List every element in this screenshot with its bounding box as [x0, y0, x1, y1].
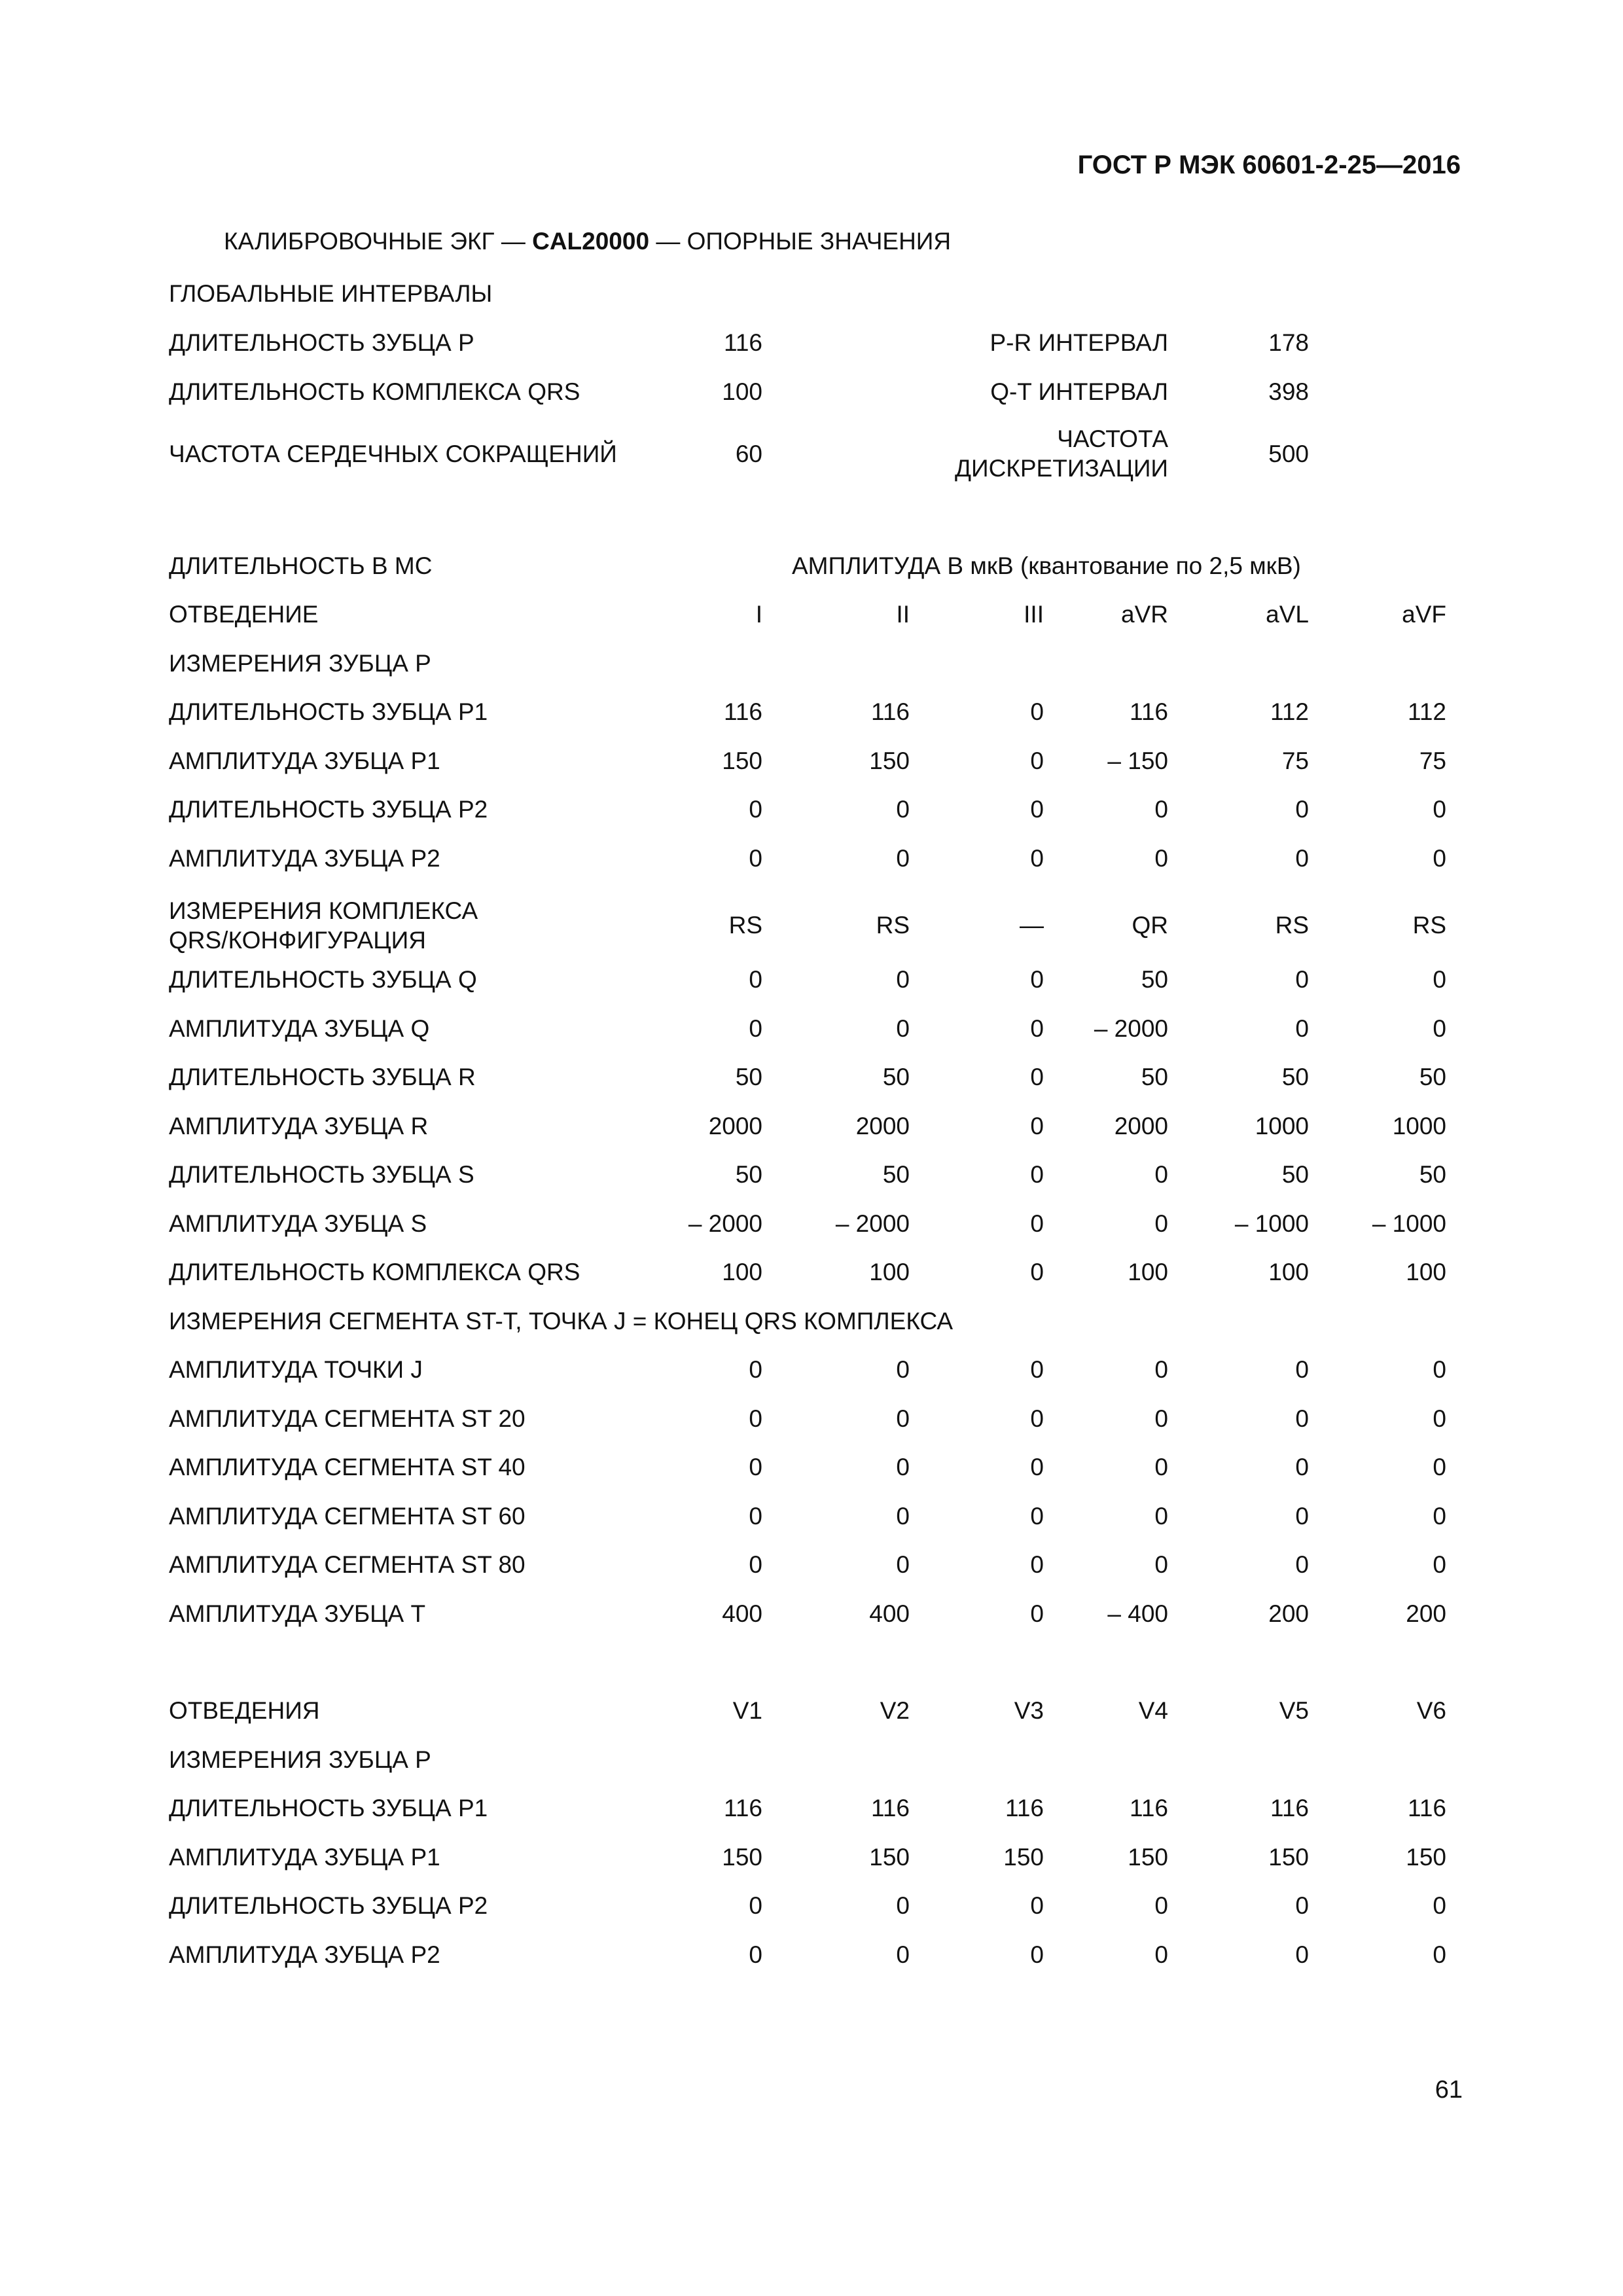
qrs-row-value: 2000 [1114, 1112, 1168, 1139]
page-title [224, 229, 951, 253]
qrs-config-value: RS [1275, 912, 1309, 939]
qrs-row-value: 0 [1295, 966, 1309, 993]
chest-p-wave-row-value: 0 [1295, 1892, 1309, 1919]
qrs-row-value: 100 [722, 1259, 762, 1285]
p-wave-row-label: АМПЛИТУДА ЗУБЦА P1 [169, 747, 440, 774]
st-row-value: 0 [896, 1454, 910, 1480]
lead-header: V3 [1014, 1697, 1044, 1724]
st-row-value: 0 [749, 1356, 762, 1383]
st-row-value: 0 [1154, 1356, 1168, 1383]
section-heading: ИЗМЕРЕНИЯ ЗУБЦА P [169, 650, 431, 677]
p-wave-row-value: 75 [1419, 747, 1446, 774]
chest-p-wave-row-label: ДЛИТЕЛЬНОСТЬ ЗУБЦА P2 [169, 1892, 488, 1919]
global-intervals-heading: ГЛОБАЛЬНЫЕ ИНТЕРВАЛЫ [169, 280, 493, 307]
lead-header: aVF [1402, 601, 1446, 628]
chest-p-wave-row-label: ДЛИТЕЛЬНОСТЬ ЗУБЦА P1 [169, 1795, 488, 1821]
st-row-value: 0 [1030, 1454, 1044, 1480]
qrs-row-value: 2000 [855, 1112, 910, 1139]
st-row-value: 0 [1030, 1502, 1044, 1530]
chest-p-wave-row-value: 150 [722, 1843, 762, 1871]
st-row-value: 0 [896, 1551, 910, 1578]
st-row-value: 0 [1295, 1454, 1309, 1480]
chest-p-wave-row-value: 0 [1030, 1941, 1044, 1968]
page-number: 61 [1435, 2076, 1463, 2104]
p-wave-row-value: 75 [1281, 747, 1309, 774]
p-wave-row-value: 112 [1270, 698, 1309, 725]
chest-p-wave-row-value: 116 [1130, 1795, 1168, 1821]
p-wave-row-value: 0 [1154, 844, 1168, 872]
qrs-row-value: 100 [1268, 1259, 1309, 1285]
st-row-value: 400 [869, 1600, 910, 1627]
title-prefix: КАЛИБРОВОЧНЫЕ ЭКГ — [224, 228, 533, 255]
global-row-value: 60 [735, 440, 762, 467]
qrs-row-value: 0 [1433, 966, 1446, 993]
qrs-row-value: 50 [1281, 1161, 1309, 1188]
st-row-value: 0 [1295, 1502, 1309, 1530]
global-row-label2: P-R ИНТЕРВАЛ [990, 329, 1168, 356]
st-row-value: 200 [1268, 1600, 1309, 1627]
st-row-value: – 400 [1107, 1600, 1168, 1627]
qrs-config-label: ИЗМЕРЕНИЯ КОМПЛЕКСА [169, 897, 478, 924]
lead-header: III [1024, 601, 1044, 628]
lead-header: aVR [1121, 601, 1168, 628]
st-row-label: АМПЛИТУДА ЗУБЦА T [169, 1600, 426, 1627]
qrs-row-value: 100 [1406, 1259, 1446, 1285]
st-row-value: 0 [1433, 1551, 1446, 1578]
qrs-row-value: 0 [1433, 1014, 1446, 1042]
st-row-value: 0 [1433, 1356, 1446, 1383]
global-row-label: ДЛИТЕЛЬНОСТЬ ЗУБЦА P [169, 329, 474, 356]
chest-p-wave-row-value: 0 [896, 1941, 910, 1968]
amplitude-units-label: АМПЛИТУДА В мкВ (квантование по 2,5 мкВ) [792, 552, 1301, 579]
chest-p-wave-row-value: 150 [1003, 1843, 1044, 1871]
p-wave-row-label: ДЛИТЕЛЬНОСТЬ ЗУБЦА P2 [169, 796, 488, 823]
p-wave-row-value: 0 [749, 796, 762, 823]
qrs-row-value: 1000 [1392, 1112, 1446, 1139]
qrs-row-value: 0 [1154, 1161, 1168, 1188]
st-row-label: АМПЛИТУДА СЕГМЕНТА ST 20 [169, 1405, 526, 1432]
p-wave-row-value: 0 [1030, 747, 1044, 774]
p-wave-row-value: – 150 [1107, 747, 1168, 774]
chest-p-wave-row-value: 150 [869, 1843, 910, 1871]
lead-header: aVL [1266, 601, 1309, 628]
global-row-value2: 500 [1268, 440, 1309, 467]
global-row-value2: 398 [1268, 378, 1309, 405]
qrs-row-value: 50 [735, 1064, 762, 1090]
p-wave-row-value: 150 [722, 747, 762, 774]
global-row-label: ЧАСТОТА СЕРДЕЧНЫХ СОКРАЩЕНИЙ [169, 440, 617, 467]
qrs-row-label: ДЛИТЕЛЬНОСТЬ ЗУБЦА R [169, 1064, 476, 1090]
st-row-value: 0 [749, 1405, 762, 1432]
qrs-row-value: 0 [1030, 1064, 1044, 1090]
lead-header: V1 [732, 1697, 762, 1724]
qrs-row-label: АМПЛИТУДА ЗУБЦА R [169, 1112, 429, 1139]
qrs-row-value: 0 [896, 966, 910, 993]
global-row-label2: ДИСКРЕТИЗАЦИИ [954, 455, 1168, 482]
qrs-row-value: 100 [1128, 1259, 1168, 1285]
st-row-value: 0 [1154, 1454, 1168, 1480]
st-row-label: АМПЛИТУДА СЕГМЕНТА ST 60 [169, 1502, 526, 1530]
qrs-row-value: 50 [1419, 1161, 1446, 1188]
st-row-value: 0 [1295, 1551, 1309, 1578]
chest-p-wave-row-value: 116 [724, 1795, 762, 1821]
p-wave-row-value: 0 [1295, 796, 1309, 823]
st-row-value: 0 [896, 1502, 910, 1530]
st-row-value: 0 [1030, 1405, 1044, 1432]
chest-p-wave-row-value: 116 [1270, 1795, 1309, 1821]
chest-p-wave-row-value: 0 [1154, 1941, 1168, 1968]
chest-p-wave-row-value: 0 [896, 1892, 910, 1919]
qrs-row-value: 50 [1281, 1064, 1309, 1090]
qrs-row-label: ДЛИТЕЛЬНОСТЬ КОМПЛЕКСА QRS [169, 1259, 580, 1285]
qrs-row-value: – 2000 [835, 1210, 910, 1237]
title-code: CAL20000 [532, 228, 650, 255]
p-wave-row-value: 0 [1295, 844, 1309, 872]
p-wave-row-value: 0 [1433, 796, 1446, 823]
qrs-row-value: 50 [735, 1161, 762, 1188]
p-wave-row-value: 150 [869, 747, 910, 774]
chest-p-wave-row-label: АМПЛИТУДА ЗУБЦА P1 [169, 1843, 440, 1871]
global-row-label: ДЛИТЕЛЬНОСТЬ КОМПЛЕКСА QRS [169, 378, 580, 405]
qrs-row-value: 1000 [1255, 1112, 1309, 1139]
lead-header: II [896, 601, 910, 628]
global-row-value2: 178 [1268, 329, 1309, 356]
st-row-value: 0 [896, 1356, 910, 1383]
lead-header: V6 [1416, 1697, 1446, 1724]
qrs-row-value: 0 [1030, 1210, 1044, 1237]
qrs-row-label: ДЛИТЕЛЬНОСТЬ ЗУБЦА Q [169, 966, 477, 993]
chest-p-wave-row-value: 0 [1433, 1941, 1446, 1968]
st-row-value: 0 [1030, 1551, 1044, 1578]
p-wave-row-value: 0 [1433, 844, 1446, 872]
qrs-row-value: 0 [749, 966, 762, 993]
st-row-value: 400 [722, 1600, 762, 1627]
st-row-value: 0 [896, 1405, 910, 1432]
lead-header: V4 [1138, 1697, 1168, 1724]
global-row-label2: Q-T ИНТЕРВАЛ [990, 378, 1168, 405]
qrs-row-value: – 2000 [688, 1210, 762, 1237]
qrs-row-value: 0 [1154, 1210, 1168, 1237]
p-wave-row-value: 116 [871, 698, 910, 725]
qrs-config-value: RS [1412, 912, 1446, 939]
st-row-value: 0 [749, 1454, 762, 1480]
qrs-row-value: 100 [869, 1259, 910, 1285]
st-row-value: 0 [749, 1502, 762, 1530]
qrs-row-value: 0 [1030, 1161, 1044, 1188]
p-wave-row-value: 0 [896, 796, 910, 823]
st-row-value: 0 [1433, 1454, 1446, 1480]
st-row-value: 0 [1154, 1551, 1168, 1578]
qrs-row-value: 0 [1030, 1259, 1044, 1285]
chest-p-wave-row-value: 0 [1295, 1941, 1309, 1968]
qrs-row-value: 0 [1030, 1014, 1044, 1042]
qrs-config-value: RS [876, 912, 910, 939]
qrs-row-value: 50 [1141, 1064, 1168, 1090]
qrs-row-label: АМПЛИТУДА ЗУБЦА Q [169, 1014, 430, 1042]
qrs-row-value: – 1000 [1234, 1210, 1309, 1237]
qrs-row-value: 50 [882, 1064, 910, 1090]
st-row-label: АМПЛИТУДА СЕГМЕНТА ST 80 [169, 1551, 526, 1578]
qrs-row-value: 0 [1030, 1112, 1044, 1139]
global-row-value: 116 [724, 329, 762, 356]
global-row-value: 100 [722, 378, 762, 405]
p-wave-row-value: 116 [724, 698, 762, 725]
st-row-value: 0 [749, 1551, 762, 1578]
p-wave-row-value: 0 [749, 844, 762, 872]
st-row-value: 0 [1433, 1502, 1446, 1530]
qrs-row-value: 50 [1141, 966, 1168, 993]
p-wave-row-value: 0 [896, 844, 910, 872]
p-wave-row-value: 112 [1408, 698, 1446, 725]
st-row-value: 0 [1030, 1600, 1044, 1627]
global-row-label2: ЧАСТОТА [1057, 425, 1168, 452]
leads-label: ОТВЕДЕНИЯ [169, 1697, 320, 1724]
chest-p-wave-row-value: 116 [1408, 1795, 1446, 1821]
lead-header: I [755, 601, 762, 628]
st-row-value: 0 [1154, 1405, 1168, 1432]
qrs-config-value: QR [1132, 912, 1168, 939]
st-row-value: 200 [1406, 1600, 1446, 1627]
p-wave-row-value: 0 [1030, 844, 1044, 872]
qrs-row-value: 0 [1295, 1014, 1309, 1042]
qrs-row-label: ДЛИТЕЛЬНОСТЬ ЗУБЦА S [169, 1161, 474, 1188]
p-wave-row-label: ДЛИТЕЛЬНОСТЬ ЗУБЦА P1 [169, 698, 488, 725]
duration-units-label: ДЛИТЕЛЬНОСТЬ В МС [169, 552, 433, 579]
chest-p-wave-row-value: 116 [1005, 1795, 1044, 1821]
leads-label: ОТВЕДЕНИЕ [169, 601, 319, 628]
qrs-row-value: 0 [896, 1014, 910, 1042]
st-row-value: 0 [1154, 1502, 1168, 1530]
qrs-row-value: 50 [1419, 1064, 1446, 1090]
st-row-value: 0 [1433, 1405, 1446, 1432]
p-wave-row-value: 0 [1154, 796, 1168, 823]
chest-p-wave-row-value: 0 [749, 1892, 762, 1919]
qrs-row-value: 50 [882, 1161, 910, 1188]
p-wave-row-value: 0 [1030, 698, 1044, 725]
document-header: ГОСТ Р МЭК 60601-2-25—2016 [1077, 151, 1461, 179]
title-suffix: — ОПОРНЫЕ ЗНАЧЕНИЯ [649, 228, 952, 255]
qrs-row-label: АМПЛИТУДА ЗУБЦА S [169, 1210, 427, 1237]
chest-p-wave-row-value: 0 [1433, 1892, 1446, 1919]
chest-p-wave-row-value: 0 [1030, 1892, 1044, 1919]
qrs-row-value: 2000 [708, 1112, 762, 1139]
chest-p-wave-row-value: 150 [1406, 1843, 1446, 1871]
st-row-value: 0 [1295, 1356, 1309, 1383]
qrs-row-value: 0 [1030, 966, 1044, 993]
p-wave-row-value: 116 [1130, 698, 1168, 725]
chest-p-wave-row-value: 150 [1128, 1843, 1168, 1871]
qrs-row-value: – 1000 [1372, 1210, 1446, 1237]
chest-p-wave-row-value: 0 [749, 1941, 762, 1968]
st-row-value: 0 [1295, 1405, 1309, 1432]
p-wave-row-label: АМПЛИТУДА ЗУБЦА P2 [169, 844, 440, 872]
st-row-value: 0 [1030, 1356, 1044, 1383]
qrs-config-value: RS [728, 912, 762, 939]
chest-p-wave-row-label: АМПЛИТУДА ЗУБЦА P2 [169, 1941, 440, 1968]
chest-p-wave-row-value: 116 [871, 1795, 910, 1821]
section-heading: ИЗМЕРЕНИЯ СЕГМЕНТА ST-T, ТОЧКА J = КОНЕЦ QRS КОМПЛЕКСА [169, 1308, 954, 1335]
st-row-label: АМПЛИТУДА СЕГМЕНТА ST 40 [169, 1454, 526, 1480]
p-wave-row-value: 0 [1030, 796, 1044, 823]
qrs-config-value: — [1020, 912, 1044, 939]
section-heading: ИЗМЕРЕНИЯ ЗУБЦА P [169, 1746, 431, 1773]
qrs-row-value: – 2000 [1094, 1014, 1168, 1042]
chest-p-wave-row-value: 0 [1154, 1892, 1168, 1919]
qrs-row-value: 0 [749, 1014, 762, 1042]
lead-header: V5 [1279, 1697, 1309, 1724]
chest-p-wave-row-value: 150 [1268, 1843, 1309, 1871]
qrs-config-label: QRS/КОНФИГУРАЦИЯ [169, 927, 426, 954]
st-row-label: АМПЛИТУДА ТОЧКИ J [169, 1356, 423, 1383]
lead-header: V2 [880, 1697, 910, 1724]
